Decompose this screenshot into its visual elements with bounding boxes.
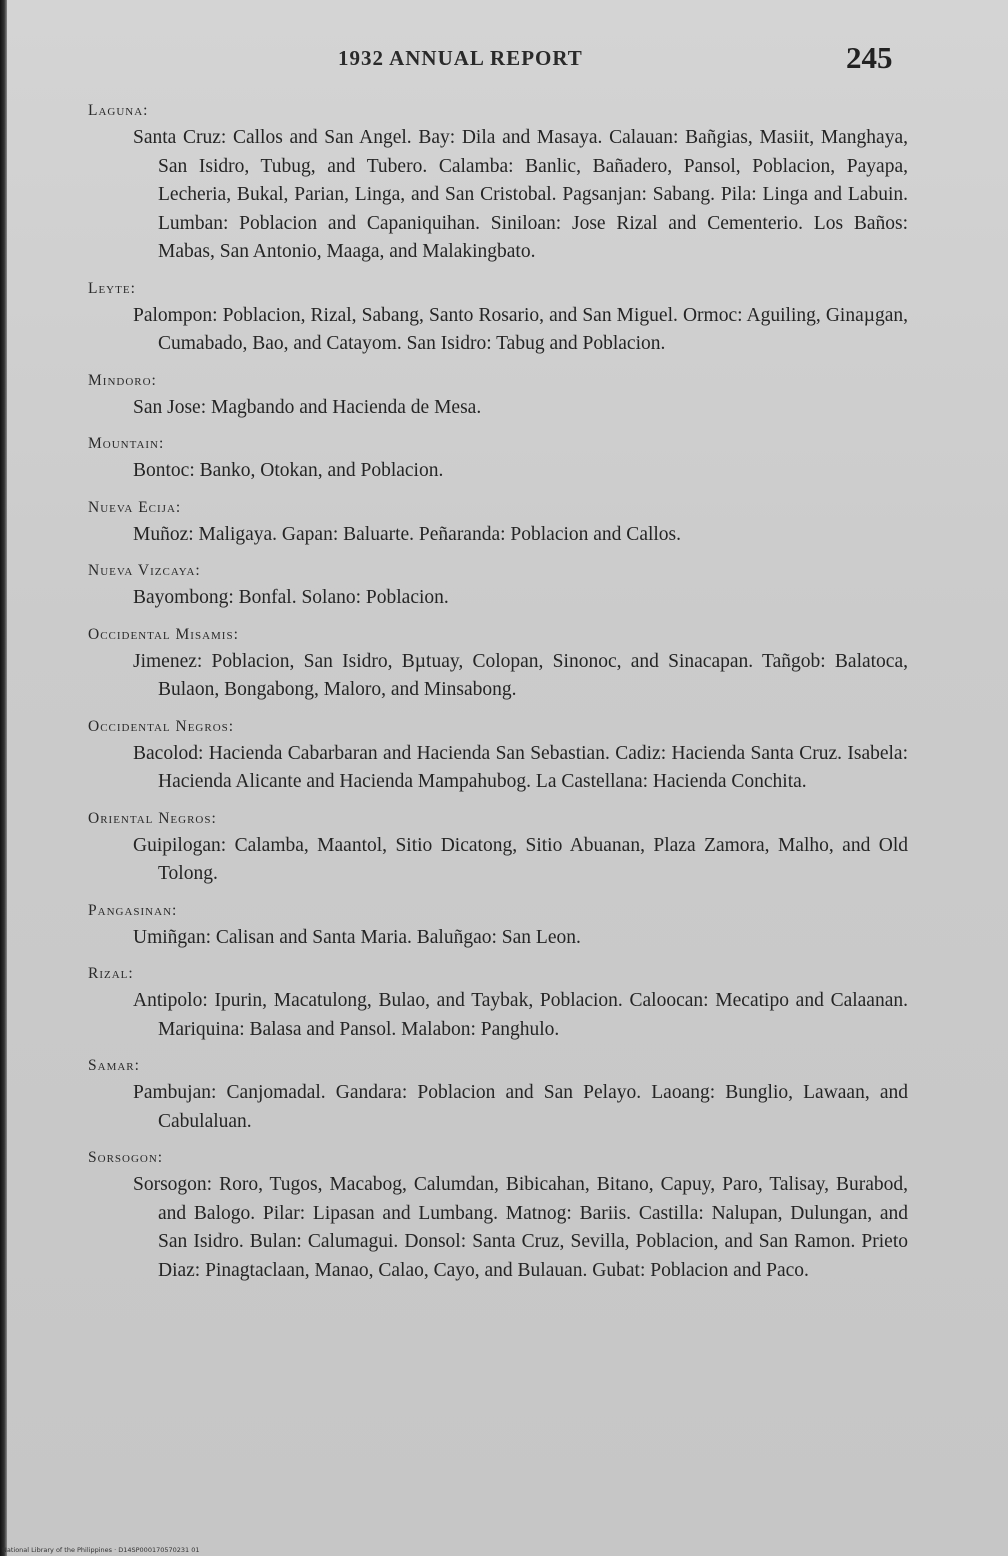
province-entry-rizal — [88, 963, 908, 1044]
province-heading: Occidental Misamis: — [88, 625, 239, 643]
province-localities: Bayombong: Bonfal. Solano: Poblacion. — [133, 587, 449, 608]
province-entry-sorsogon — [88, 1147, 908, 1285]
province-heading: Rizal: — [88, 965, 134, 982]
province-heading: Mindoro: — [88, 371, 157, 389]
province-localities: Palompon: Poblacion, Rizal, Sabang, Santo Rosario, and San Miguel. Ormoc: Aguiling, Ginaµgan, Cumabado, Bao, and Catayom. San Isidro: Tabug and Poblacion. — [133, 304, 908, 354]
province-entry-mountain — [88, 433, 908, 486]
province-heading: Mountain: — [88, 435, 165, 452]
province-heading: Pangasinan: — [88, 901, 178, 919]
province-localities: Pambujan: Canjomadal. Gandara: Poblacion and San Pelayo. Laoang: Bunglio, Lawaan, and Cabulaluan. — [133, 1082, 908, 1132]
province-localities: Santa Cruz: Callos and San Angel. Bay: Dila and Masaya. Calauan: Bañgias, Masiit, Manghaya, San Isidro, Tubug, and Tubero. Calamba: Banlic, Bañadero, Pansol, Poblacion, Payapa, Lecheria, Bukal, Parian, Linga, and San Cristobal. Pagsanjan: Sabang. Pila: Linga and Labuin. Lumban: Poblacion and Capaniquihan. Siniloan: Jose Rizal and Cementerio. Los Baños: Mabas, San Antonio, Maaga, and Malakingbato. — [133, 127, 908, 262]
province-localities: Bacolod: Hacienda Cabarbaran and Hacienda San Sebastian. Cadiz: Hacienda Santa Cruz. Isabela: Hacienda Alicante and Hacienda Mampahubog. La Castellana: Hacienda Conchita. — [133, 742, 908, 792]
province-entry-samar — [88, 1055, 908, 1136]
province-heading: Leyte: — [88, 279, 136, 297]
province-localities: San Jose: Magbando and Hacienda de Mesa. — [133, 396, 482, 418]
province-entry-oriental-negros — [88, 808, 908, 889]
province-localities: Guipilogan: Calamba, Maantol, Sitio Dicatong, Sitio Abuanan, Plaza Zamora, Malho, and Old Tolong. — [133, 834, 908, 884]
province-localities: Jimenez: Poblacion, San Isidro, Bµtuay, Colopan, Sinonoc, and Sinacapan. Tañgob: Balatoca, Bulaon, Bongabong, Maloro, and Minsabong. — [133, 650, 908, 700]
province-localities: Muñoz: Maligaya. Gapan: Baluarte. Peñaranda: Poblacion and Callos. — [133, 523, 682, 545]
province-localities: Antipolo: Ipurin, Macatulong, Bulao, and Taybak, Poblacion. Caloocan: Mecatipo and Calaanan. Mariquina: Balasa and Pansol. Malabon: Panghulo. — [133, 990, 908, 1040]
province-entry-nueva-vizcaya — [88, 560, 908, 613]
library-credit: National Library of the Philippines · D14SP000170570231 01 — [2, 1546, 200, 1554]
province-entry-nueva-ecija — [88, 497, 908, 550]
province-localities: Sorsogon: Roro, Tugos, Macabog, Calumdan, Bibicahan, Bitano, Capuy, Paro, Talisay, Burabod, and Balogo. Pilar: Lipasan and Lumbang. Matnog: Bariis. Castilla: Nalupan, Dulungan, and San Isidro. Bulan: Calumagui. Donsol: Santa Cruz, Sevilla, Poblacion, and San Ramon. Prieto Diaz: Pinagtaclaan, Manao, Calao, Cayo, and Bulauan. Gubat: Poblacion and Paco. — [133, 1174, 908, 1281]
province-heading: Occidental Negros: — [88, 717, 235, 735]
running-title: 1932 ANNUAL REPORT — [338, 46, 583, 70]
province-entry-leyte — [88, 278, 908, 359]
page-number: 245 — [846, 40, 893, 75]
page-binding-edge — [0, 0, 7, 1556]
province-entry-pangasinan — [88, 900, 908, 953]
province-localities: Umiñgan: Calisan and Santa Maria. Baluñgao: San Leon. — [133, 926, 581, 948]
province-entry-laguna — [88, 100, 908, 267]
province-entry-occidental-negros — [88, 716, 908, 797]
province-localities: Bontoc: Banko, Otokan, and Poblacion. — [133, 460, 444, 481]
province-heading: Nueva Vizcaya: — [88, 562, 201, 579]
province-heading: Laguna: — [88, 102, 149, 119]
province-heading: Samar: — [88, 1057, 140, 1074]
province-heading: Nueva Ecija: — [88, 498, 182, 516]
province-heading: Sorsogon: — [88, 1149, 164, 1166]
province-list — [88, 100, 908, 1296]
province-entry-occidental-misamis — [88, 624, 908, 705]
page-header — [0, 40, 1008, 86]
province-entry-mindoro — [88, 370, 908, 423]
province-heading: Oriental Negros: — [88, 809, 217, 827]
